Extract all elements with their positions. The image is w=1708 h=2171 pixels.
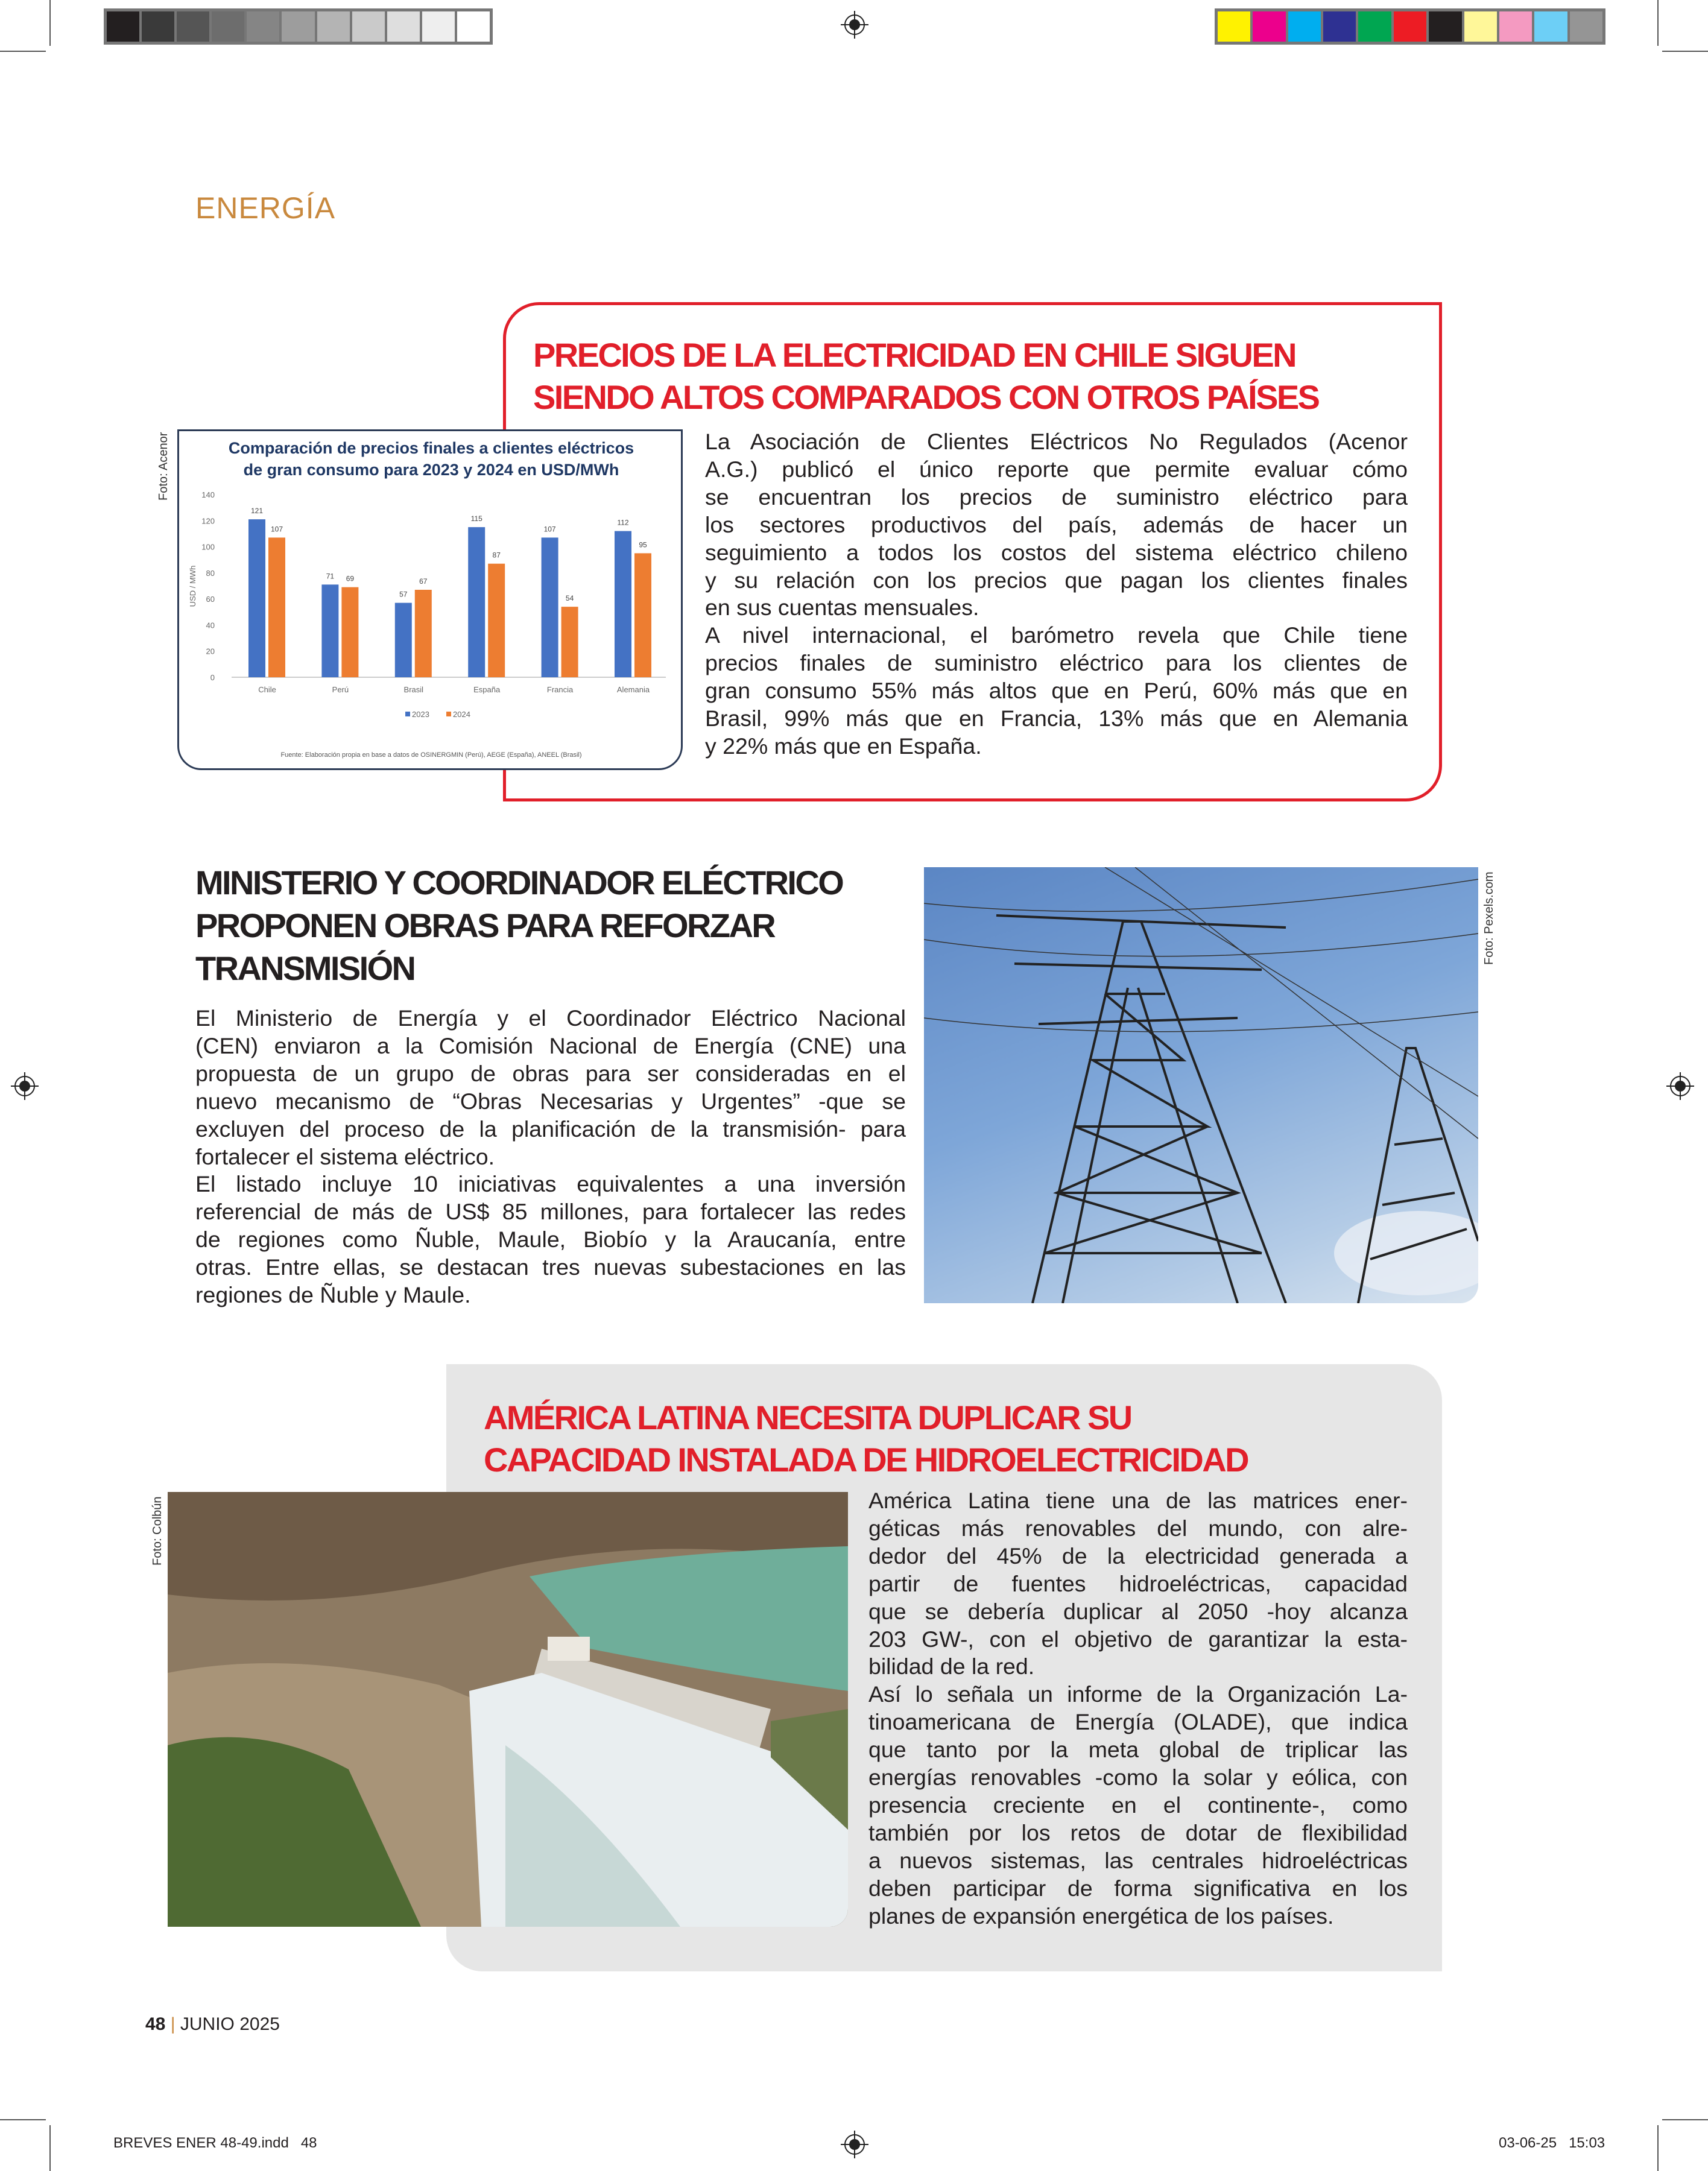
color-swatch <box>142 11 174 42</box>
data-label: 57 <box>399 590 408 599</box>
color-swatch <box>177 11 209 42</box>
body-text-line: América Latina tiene una de las matrices ener- <box>868 1488 1408 1513</box>
x-tick-label: España <box>473 685 501 694</box>
x-tick-label: Alemania <box>616 685 650 694</box>
bar-chart <box>177 429 683 770</box>
chart-title: de gran consumo para 2023 y 2024 en USD/MWh <box>243 461 619 479</box>
y-tick-label: 140 <box>201 490 215 499</box>
body-text-line: propuesta de un grupo de obras para ser consideradas en el <box>195 1060 906 1086</box>
x-tick-label: Brasil <box>403 685 424 694</box>
body-text-line: El Ministerio de Energía y el Coordinador Eléctrico Nacional <box>195 1005 906 1031</box>
y-tick-label: 120 <box>201 516 215 526</box>
body-text-line: Así lo señala un informe de la Organización La- <box>868 1681 1408 1707</box>
headline-line: AMÉRICA LATINA NECESITA DUPLICAR SU <box>484 1398 1131 1436</box>
body-text-line: energías renovables -como la solar y eólica, con <box>868 1765 1408 1790</box>
color-swatch <box>1288 11 1321 42</box>
legend-swatch <box>405 712 410 716</box>
data-label: 107 <box>270 525 283 534</box>
body-text-line: bilidad de la red. <box>868 1654 1035 1680</box>
color-swatch <box>1218 11 1250 42</box>
article1-body <box>705 428 1408 760</box>
crop-mark <box>49 2125 51 2171</box>
color-swatch <box>107 11 139 42</box>
body-text-line: excluyen del proceso de la planificación de la transmisión- para <box>195 1116 906 1142</box>
registration-mark-icon <box>840 2129 870 2160</box>
registration-mark-icon <box>840 10 870 40</box>
slug-filename: BREVES ENER 48-49.indd 48 <box>113 2135 317 2151</box>
body-text-line: que se debería duplicar al 2050 -hoy alcanza <box>868 1598 1408 1624</box>
color-swatch <box>422 11 455 42</box>
body-text-line: y 22% más que en España. <box>705 733 982 759</box>
page-footer <box>145 2014 280 2035</box>
body-text-line: partir de fuentes hidroeléctricas, capacidad <box>868 1570 1408 1596</box>
body-text-line: tinoamericana de Energía (OLADE), que indica <box>868 1709 1408 1735</box>
body-text-line: de regiones como Ñuble, Maule, Biobío y la Araucanía, entre <box>195 1227 906 1253</box>
headline-line: TRANSMISIÓN <box>195 949 415 987</box>
color-swatch <box>1358 11 1391 42</box>
transmission-towers-photo <box>924 867 1478 1303</box>
color-swatch <box>1570 11 1602 42</box>
issue-date: JUNIO 2025 <box>180 2014 280 2034</box>
body-text-line: géticas más renovables del mundo, con alre- <box>868 1515 1408 1541</box>
section-label: ENERGÍA <box>195 191 336 225</box>
body-text-line: Brasil, 99% más que en Francia, 13% más que en Alemania <box>705 706 1408 732</box>
y-axis-label: USD / MWh <box>188 565 197 607</box>
legend-swatch <box>446 712 451 716</box>
footer-separator: | <box>170 2014 176 2034</box>
body-text-line: A.G.) publicó el único reporte que permite evaluar cómo <box>705 456 1408 482</box>
y-tick-label: 40 <box>206 621 215 630</box>
photo-credit: Foto: Colbún <box>151 1496 164 1566</box>
bar-2024-Chile <box>268 537 285 677</box>
data-label: 95 <box>639 540 647 549</box>
photo-credit: Foto: Acenor <box>157 432 170 501</box>
body-text-line: A nivel internacional, el barómetro revela que Chile tiene <box>705 622 1408 648</box>
bar-2024-Alemania <box>634 553 651 677</box>
body-text-line: los sectores productivos del país, además de hacer un <box>705 511 1408 537</box>
article1-headline <box>533 334 1318 419</box>
color-swatch <box>282 11 314 42</box>
headline-line: CAPACIDAD INSTALADA DE HIDROELECTRICIDAD <box>484 1441 1248 1479</box>
crop-mark <box>1662 51 1708 52</box>
body-text-line: planes de expansión energética de los países. <box>868 1903 1334 1929</box>
bar-2023-España <box>468 527 485 677</box>
bar-2023-Alemania <box>615 531 631 677</box>
body-text-line: que tanto por la meta global de triplicar las <box>868 1737 1408 1763</box>
data-label: 87 <box>492 551 501 560</box>
body-text-line: dedor del 45% de la electricidad generada a <box>868 1543 1408 1569</box>
data-label: 69 <box>346 574 355 583</box>
article3-body <box>868 1487 1408 1930</box>
bar-2024-España <box>488 564 505 677</box>
legend-label: 2024 <box>453 710 470 719</box>
data-label: 121 <box>250 507 264 516</box>
body-text-line: fortalecer el sistema eléctrico. <box>195 1143 495 1169</box>
body-text-line: gran consumo 55% más altos que en Perú, 60% más que en <box>705 678 1408 704</box>
body-text-line: precios finales de suministro eléctrico para los clientes de <box>705 650 1408 676</box>
bar-2023-Brasil <box>395 603 412 677</box>
bar-2024-Brasil <box>415 590 432 677</box>
crop-mark <box>49 0 51 46</box>
color-swatch <box>212 11 244 42</box>
article2-body <box>195 1005 906 1309</box>
body-text-line: otras. Entre ellas, se destacan tres nuevas subestaciones en las <box>195 1254 906 1280</box>
bar-2024-Perú <box>341 587 358 677</box>
page-number: 48 <box>145 2014 166 2034</box>
hydroelectric-dam-photo <box>168 1492 848 1927</box>
body-text-line: deben participar de forma significativa en los <box>868 1875 1408 1901</box>
body-text-line: también por los retos de dotar de flexibilidad <box>868 1819 1408 1845</box>
color-swatch <box>317 11 350 42</box>
crop-mark <box>1657 0 1659 46</box>
y-tick-label: 60 <box>206 595 215 604</box>
bar-2023-Francia <box>542 537 558 677</box>
color-swatch <box>352 11 385 42</box>
data-label: 107 <box>543 525 556 534</box>
registration-mark-icon <box>10 1071 40 1101</box>
crop-mark <box>1657 2125 1659 2171</box>
legend-label: 2023 <box>412 710 429 719</box>
bar-2023-Chile <box>248 519 265 677</box>
body-text-line: a nuevos sistemas, las centrales hidroeléctricas <box>868 1847 1408 1873</box>
body-text-line: nuevo mecanismo de “Obras Necesarias y Urgentes” -que se <box>195 1088 906 1114</box>
body-text-line: referencial de más de US$ 85 millones, para fortalecer las redes <box>195 1199 906 1225</box>
bar-2024-Francia <box>561 607 578 677</box>
color-swatch <box>247 11 279 42</box>
color-swatch <box>1429 11 1461 42</box>
grayscale-color-bar <box>104 8 493 45</box>
y-tick-label: 20 <box>206 646 215 656</box>
crop-mark <box>1662 2119 1708 2120</box>
body-text-line: presencia creciente en el continente-, como <box>868 1792 1408 1818</box>
color-swatch <box>1534 11 1567 42</box>
data-label: 115 <box>470 514 482 523</box>
body-text-line: regiones de Ñuble y Maule. <box>195 1282 471 1308</box>
headline-line: PROPONEN OBRAS PARA REFORZAR <box>195 906 775 944</box>
color-swatch <box>387 11 420 42</box>
photo-credit: Foto: Pexels.com <box>1482 871 1496 965</box>
article3-headline <box>484 1397 1248 1481</box>
color-swatch <box>1253 11 1285 42</box>
body-text-line: en sus cuentas mensuales. <box>705 595 979 621</box>
crop-mark <box>0 2119 46 2120</box>
color-swatch <box>1323 11 1356 42</box>
crop-mark <box>0 51 46 52</box>
bar-2023-Perú <box>321 584 338 677</box>
x-tick-label: Francia <box>546 685 574 694</box>
body-text-line: se encuentran los precios de suministro eléctrico para <box>705 484 1408 510</box>
headline-line: MINISTERIO Y COORDINADOR ELÉCTRICO <box>195 864 843 902</box>
headline-line: PRECIOS DE LA ELECTRICIDAD EN CHILE SIGUEN <box>533 336 1295 374</box>
data-label: 67 <box>419 577 428 586</box>
body-text-line: El listado incluye 10 iniciativas equivalentes a una inversión <box>195 1171 906 1197</box>
chart-card <box>177 429 683 770</box>
y-tick-label: 0 <box>210 673 215 682</box>
body-text-line: seguimiento a todos los costos del sistema eléctrico chileno <box>705 539 1408 565</box>
x-tick-label: Perú <box>332 685 349 694</box>
body-text-line: La Asociación de Clientes Eléctricos No Regulados (Acenor <box>705 429 1408 454</box>
y-tick-label: 100 <box>201 542 215 552</box>
x-tick-label: Chile <box>258 685 276 694</box>
y-tick-label: 80 <box>206 568 215 578</box>
data-label: 71 <box>326 572 335 581</box>
body-text-line: y su relación con los precios que pagan los clientes finales <box>705 567 1408 593</box>
registration-mark-icon <box>1665 1071 1695 1101</box>
chart-source: Fuente: Elaboración propia en base a datos de OSINERGMIN (Perú), AEGE (España), ANEEL (Brasil) <box>280 751 582 759</box>
data-label: 112 <box>617 518 629 527</box>
article2-headline <box>195 861 843 990</box>
color-swatch <box>1394 11 1426 42</box>
color-swatch <box>1499 11 1532 42</box>
body-text-line: (CEN) enviaron a la Comisión Nacional de Energía (CNE) una <box>195 1032 906 1058</box>
process-color-bar <box>1215 8 1605 45</box>
headline-line: SIENDO ALTOS COMPARADOS CON OTROS PAÍSES <box>533 378 1319 416</box>
color-swatch <box>1464 11 1497 42</box>
data-label: 54 <box>565 594 574 603</box>
chart-title: Comparación de precios finales a clientes eléctricos <box>228 439 634 457</box>
color-swatch <box>457 11 490 42</box>
body-text-line: 203 GW-, con el objetivo de garantizar la esta- <box>868 1626 1408 1652</box>
slug-date: 03-06-25 15:03 <box>1499 2135 1605 2151</box>
